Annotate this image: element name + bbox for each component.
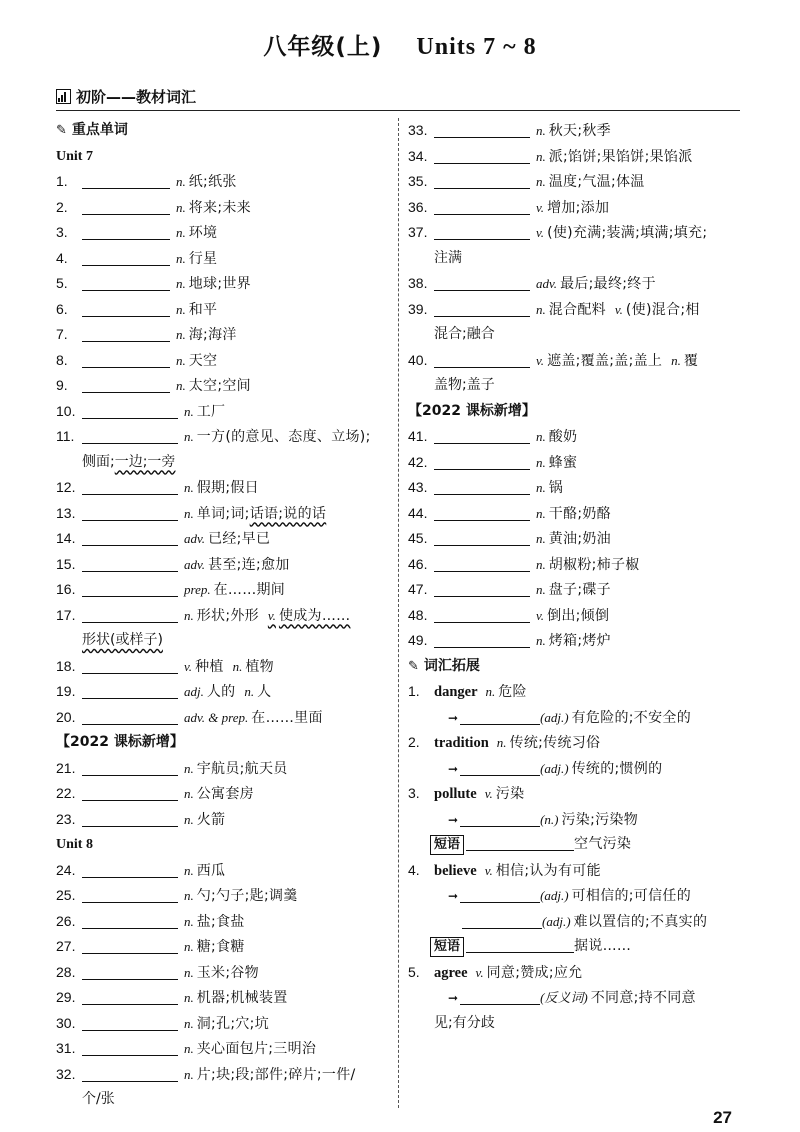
answer-blank[interactable] <box>82 964 178 980</box>
arrow-icon: ➞ <box>448 761 459 776</box>
list-item: 20. adv. & prep. 在……里面 <box>56 708 323 726</box>
ext-item: 2. tradition n. 传统;传统习俗 <box>408 734 601 751</box>
answer-blank[interactable] <box>82 887 178 903</box>
answer-blank[interactable] <box>82 709 178 725</box>
ext-derivation: ➞ (n.) 污染;污染物 <box>448 811 639 828</box>
list-item: 26. n. 盐;食盐 <box>56 912 245 930</box>
section-header <box>56 86 740 111</box>
answer-blank[interactable] <box>434 556 530 572</box>
answer-blank[interactable] <box>434 275 530 291</box>
answer-blank[interactable] <box>82 530 178 546</box>
list-item: 14. adv. 已经;早已 <box>56 530 271 547</box>
new-2022-heading: 【2022 课标新增】 <box>408 402 536 419</box>
column-divider <box>398 118 399 1108</box>
answer-blank[interactable] <box>82 173 170 189</box>
answer-blank[interactable] <box>434 530 530 546</box>
list-item-continuation: 个/张 <box>82 1091 115 1107</box>
answer-blank[interactable] <box>434 505 530 521</box>
page-number: 27 <box>713 1108 732 1127</box>
answer-blank[interactable] <box>82 428 178 444</box>
list-item: 23. n. 火箭 <box>56 810 226 828</box>
answer-blank[interactable] <box>82 938 178 954</box>
answer-blank[interactable] <box>434 352 530 368</box>
answer-blank[interactable] <box>82 250 170 266</box>
answer-blank[interactable] <box>82 479 178 495</box>
answer-blank[interactable] <box>82 811 178 827</box>
answer-blank[interactable] <box>82 989 178 1005</box>
list-item-continuation: 注满 <box>434 249 462 266</box>
ext-continuation: 见;有分歧 <box>434 1014 495 1031</box>
list-item: 1. n. 纸;纸张 <box>56 173 237 190</box>
list-item: 28. n. 玉米;谷物 <box>56 963 259 981</box>
list-item-continuation: 侧面;一边;一旁 <box>82 453 176 470</box>
ext-item: 3. pollute v. 污染 <box>408 785 525 802</box>
answer-blank[interactable] <box>434 632 530 648</box>
answer-blank[interactable] <box>82 403 178 419</box>
list-item: 12. n. 假期;假日 <box>56 479 259 496</box>
list-item: 39. n. 混合配料 v. (使)混合;相 <box>408 300 700 318</box>
answer-blank[interactable] <box>82 1015 178 1031</box>
answer-blank[interactable] <box>434 122 530 138</box>
answer-blank[interactable] <box>434 428 530 444</box>
answer-blank[interactable] <box>434 479 530 495</box>
list-item: 30. n. 洞;孔;穴;坑 <box>56 1014 270 1032</box>
list-item: 40. v. 遮盖;覆盖;盖;盖上 n. 覆 <box>408 351 699 369</box>
arrow-icon: ➞ <box>448 889 459 903</box>
list-item: 9. n. 太空;空间 <box>56 377 251 394</box>
answer-blank[interactable] <box>82 352 170 368</box>
unit-7-label: Unit 7 <box>56 148 93 164</box>
pencil-icon: ✎ <box>408 658 419 674</box>
list-item: 33. n. 秋天;秋季 <box>408 122 611 139</box>
answer-blank[interactable] <box>82 862 178 878</box>
list-item: 18. v. 种植 n. 植物 <box>56 657 274 675</box>
list-item: 43. n. 锅 <box>408 479 564 496</box>
list-item: 21. n. 宇航员;航天员 <box>56 759 288 777</box>
answer-blank[interactable] <box>434 301 530 317</box>
answer-blank[interactable] <box>82 1066 178 1082</box>
list-item: 15. adv. 甚至;连;愈加 <box>56 555 290 573</box>
list-item: 34. n. 派;馅饼;果馅饼;果馅派 <box>408 147 693 165</box>
answer-blank[interactable] <box>82 275 170 291</box>
arrow-icon: ➞ <box>448 710 459 725</box>
answer-blank[interactable] <box>82 683 178 699</box>
phrase-badge: 短语 <box>430 937 464 957</box>
list-item: 22. n. 公寓套房 <box>56 785 254 802</box>
ext-phrase: 短语 据说…… <box>408 934 744 960</box>
list-item: 35. n. 温度;气温;体温 <box>408 173 645 190</box>
list-item: 6. n. 和平 <box>56 300 218 318</box>
ext-item: 4. believe v. 相信;认为有可能 <box>408 861 601 879</box>
list-item: 8. n. 天空 <box>56 351 218 369</box>
answer-blank[interactable] <box>82 658 178 674</box>
list-item: 48. v. 倒出;倾倒 <box>408 606 610 624</box>
answer-blank[interactable] <box>82 556 178 572</box>
answer-blank[interactable] <box>460 811 540 827</box>
left-column <box>56 118 386 1113</box>
list-item: 11. n. 一方(的意见、态度、立场); <box>56 428 371 445</box>
ext-derivation: ➞ (反义词) 不同意;持不同意 <box>448 990 696 1006</box>
answer-blank[interactable] <box>82 326 170 342</box>
right-column <box>408 118 744 1036</box>
list-item: 38. adv. 最后;最终;终于 <box>408 275 656 292</box>
list-item: 47. n. 盘子;碟子 <box>408 581 611 598</box>
list-item: 41. n. 酸奶 <box>408 428 578 445</box>
section-label: 初阶——教材词汇 <box>76 88 197 106</box>
answer-blank[interactable] <box>82 760 178 776</box>
ext-derivation: (adj.) 难以置信的;不真实的 <box>408 909 744 935</box>
grade-title: 八年级(上) <box>263 34 383 60</box>
answer-blank[interactable] <box>82 1040 178 1056</box>
list-item: 44. n. 干酪;奶酪 <box>408 504 611 522</box>
list-item: 27. n. 糖;食糖 <box>56 938 245 955</box>
ext-phrase: 短语 空气污染 <box>408 832 744 858</box>
unit-8-label: Unit 8 <box>56 837 93 852</box>
list-item-continuation: 形状(或样子) <box>82 632 163 648</box>
answer-blank[interactable] <box>460 760 540 776</box>
answer-blank[interactable] <box>434 224 530 240</box>
answer-blank[interactable] <box>82 607 178 623</box>
list-item-continuation: 混合;融合 <box>434 326 495 342</box>
answer-blank[interactable] <box>434 581 530 597</box>
pencil-icon: ✎ <box>56 123 67 138</box>
answer-blank[interactable] <box>434 607 530 623</box>
list-item: 49. n. 烤箱;烤炉 <box>408 632 611 649</box>
answer-blank[interactable] <box>82 199 170 215</box>
list-item: 4. n. 行星 <box>56 249 218 267</box>
list-item: 7. n. 海;海洋 <box>56 326 237 343</box>
list-item: 16. prep. 在……期间 <box>56 581 286 598</box>
ext-derivation: ➞ (adj.) 可相信的;可信任的 <box>448 888 692 904</box>
ext-derivation: ➞ (adj.) 传统的;惯例的 <box>448 760 663 777</box>
list-item: 31. n. 夹心面包片;三明治 <box>56 1040 317 1057</box>
list-item: 36. v. 增加;添加 <box>408 198 610 216</box>
answer-blank[interactable] <box>82 224 170 240</box>
page-title <box>0 28 800 61</box>
list-item: 32. n. 片;块;段;部件;碎片;一件/ <box>56 1065 356 1083</box>
ext-item: 1. danger n. 危险 <box>408 683 527 700</box>
phrase-badge: 短语 <box>430 835 464 855</box>
answer-blank[interactable] <box>82 301 170 317</box>
list-item: 46. n. 胡椒粉;柿子椒 <box>408 555 640 573</box>
answer-blank[interactable] <box>434 173 530 189</box>
answer-blank[interactable] <box>434 454 530 470</box>
answer-blank[interactable] <box>466 937 574 953</box>
list-item: 25. n. 勺;勺子;匙;调羹 <box>56 887 298 904</box>
answer-blank[interactable] <box>434 148 530 164</box>
bar-chart-icon <box>56 89 71 104</box>
units-title: Units 7 ~ 8 <box>416 34 537 60</box>
list-item: 10. n. 工厂 <box>56 402 226 420</box>
list-item: 29. n. 机器;机械装置 <box>56 989 288 1006</box>
list-item: 45. n. 黄油;奶油 <box>408 530 611 547</box>
vocab-extension-heading: ✎ 词汇拓展 <box>408 654 744 680</box>
list-item: 42. n. 蜂蜜 <box>408 453 578 471</box>
list-item: 3. n. 环境 <box>56 224 218 241</box>
list-item: 17. n. 形状;外形 v. 使成为…… <box>56 606 351 624</box>
list-item: 5. n. 地球;世界 <box>56 275 251 292</box>
list-item: 37. v. (使)充满;装满;填满;填充; <box>408 224 708 241</box>
list-item: 24. n. 西瓜 <box>56 861 226 879</box>
list-item-continuation: 盖物;盖子 <box>434 377 495 393</box>
answer-blank[interactable] <box>82 505 178 521</box>
ext-derivation: ➞ (adj.) 有危险的;不安全的 <box>448 709 692 726</box>
new-2022-heading: 【2022 课标新增】 <box>56 734 184 750</box>
answer-blank[interactable] <box>82 377 170 393</box>
answer-blank[interactable] <box>434 199 530 215</box>
answer-blank[interactable] <box>82 785 178 801</box>
answer-blank[interactable] <box>82 913 178 929</box>
list-item: 13. n. 单词;词;话语;说的话 <box>56 504 327 522</box>
answer-blank[interactable] <box>460 989 540 1005</box>
arrow-icon: ➞ <box>448 812 459 827</box>
answer-blank[interactable] <box>460 709 540 725</box>
list-item: 19. adj. 人的 n. 人 <box>56 683 272 700</box>
answer-blank[interactable] <box>466 835 574 851</box>
arrow-icon: ➞ <box>448 991 459 1005</box>
answer-blank[interactable] <box>462 913 542 929</box>
ext-item: 5. agree v. 同意;赞成;应允 <box>408 963 583 981</box>
list-item: 2. n. 将来;未来 <box>56 198 251 216</box>
answer-blank[interactable] <box>460 887 540 903</box>
answer-blank[interactable] <box>82 581 178 597</box>
key-words-heading: ✎ 重点单词 <box>56 118 386 144</box>
